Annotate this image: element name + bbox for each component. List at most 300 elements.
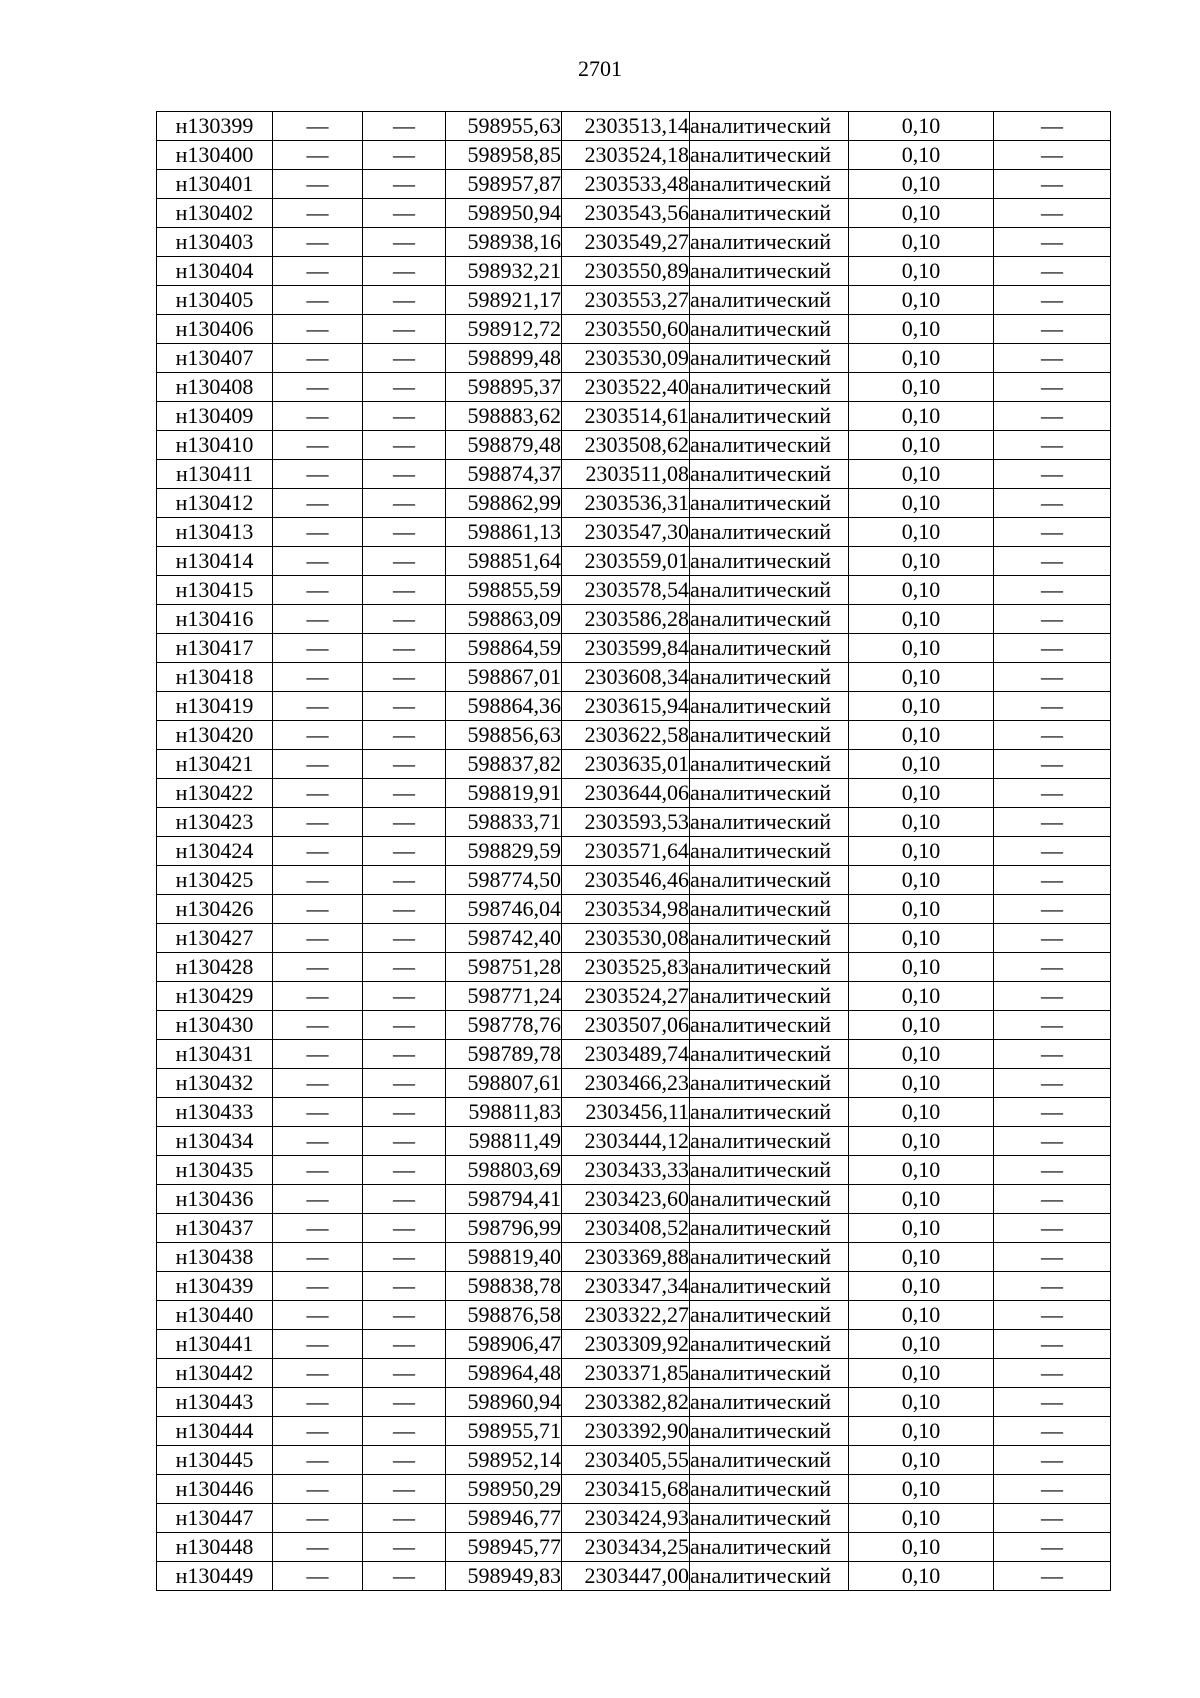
dash-cell: — [363,1272,446,1301]
y-coordinate-cell: 2303424,93 [562,1504,690,1533]
dash-cell: — [994,489,1111,518]
method-cell: аналитический [690,576,849,605]
dash-cell: — [994,1562,1111,1591]
y-coordinate-cell: 2303615,94 [562,692,690,721]
point-id-cell: н130436 [157,1185,273,1214]
point-id-cell: н130440 [157,1301,273,1330]
dash-cell: — [273,750,363,779]
table-row [157,1011,1111,1040]
dash-cell: — [994,982,1111,1011]
y-coordinate-cell: 2303578,54 [562,576,690,605]
y-coordinate-cell: 2303371,85 [562,1359,690,1388]
x-coordinate-cell: 598876,58 [446,1301,562,1330]
accuracy-cell: 0,10 [849,605,994,634]
accuracy-cell: 0,10 [849,1330,994,1359]
dash-cell: — [273,953,363,982]
y-coordinate-cell: 2303415,68 [562,1475,690,1504]
accuracy-cell: 0,10 [849,1272,994,1301]
method-cell: аналитический [690,1446,849,1475]
dash-cell: — [994,576,1111,605]
method-cell: аналитический [690,1272,849,1301]
x-coordinate-cell: 598921,17 [446,286,562,315]
point-id-cell: н130417 [157,634,273,663]
x-coordinate-cell: 598960,94 [446,1388,562,1417]
accuracy-cell: 0,10 [849,431,994,460]
method-cell: аналитический [690,257,849,286]
accuracy-cell: 0,10 [849,1417,994,1446]
dash-cell: — [994,1475,1111,1504]
accuracy-cell: 0,10 [849,692,994,721]
dash-cell: — [363,692,446,721]
method-cell: аналитический [690,199,849,228]
x-coordinate-cell: 598794,41 [446,1185,562,1214]
method-cell: аналитический [690,866,849,895]
x-coordinate-cell: 598946,77 [446,1504,562,1533]
x-coordinate-cell: 598912,72 [446,315,562,344]
y-coordinate-cell: 2303533,48 [562,170,690,199]
table-row [157,1359,1111,1388]
table-row [157,1127,1111,1156]
table-row [157,953,1111,982]
dash-cell: — [994,1127,1111,1156]
y-coordinate-cell: 2303522,40 [562,373,690,402]
dash-cell: — [273,344,363,373]
accuracy-cell: 0,10 [849,257,994,286]
accuracy-cell: 0,10 [849,953,994,982]
point-id-cell: н130433 [157,1098,273,1127]
dash-cell: — [363,518,446,547]
dash-cell: — [994,1446,1111,1475]
method-cell: аналитический [690,808,849,837]
point-id-cell: н130442 [157,1359,273,1388]
y-coordinate-cell: 2303444,12 [562,1127,690,1156]
method-cell: аналитический [690,779,849,808]
point-id-cell: н130447 [157,1504,273,1533]
point-id-cell: н130430 [157,1011,273,1040]
dash-cell: — [363,315,446,344]
x-coordinate-cell: 598803,69 [446,1156,562,1185]
dash-cell: — [273,373,363,402]
method-cell: аналитический [690,1475,849,1504]
accuracy-cell: 0,10 [849,1040,994,1069]
point-id-cell: н130411 [157,460,273,489]
dash-cell: — [273,1388,363,1417]
point-id-cell: н130413 [157,518,273,547]
x-coordinate-cell: 598950,29 [446,1475,562,1504]
accuracy-cell: 0,10 [849,1359,994,1388]
table-row [157,1533,1111,1562]
accuracy-cell: 0,10 [849,141,994,170]
dash-cell: — [273,634,363,663]
table-row [157,257,1111,286]
dash-cell: — [994,1185,1111,1214]
method-cell: аналитический [690,982,849,1011]
dash-cell: — [363,953,446,982]
x-coordinate-cell: 598807,61 [446,1069,562,1098]
dash-cell: — [994,1359,1111,1388]
x-coordinate-cell: 598957,87 [446,170,562,199]
dash-cell: — [363,1011,446,1040]
accuracy-cell: 0,10 [849,199,994,228]
dash-cell: — [994,1504,1111,1533]
method-cell: аналитический [690,1359,849,1388]
y-coordinate-cell: 2303530,08 [562,924,690,953]
dash-cell: — [363,257,446,286]
dash-cell: — [994,866,1111,895]
x-coordinate-cell: 598819,40 [446,1243,562,1272]
method-cell: аналитический [690,1388,849,1417]
table-row [157,1330,1111,1359]
x-coordinate-cell: 598855,59 [446,576,562,605]
dash-cell: — [363,779,446,808]
dash-cell: — [363,1156,446,1185]
table-row [157,489,1111,518]
dash-cell: — [273,228,363,257]
dash-cell: — [363,1243,446,1272]
dash-cell: — [363,460,446,489]
dash-cell: — [273,663,363,692]
x-coordinate-cell: 598819,91 [446,779,562,808]
y-coordinate-cell: 2303534,98 [562,895,690,924]
table-body [157,112,1111,1591]
accuracy-cell: 0,10 [849,1127,994,1156]
dash-cell: — [273,1156,363,1185]
method-cell: аналитический [690,1533,849,1562]
method-cell: аналитический [690,460,849,489]
dash-cell: — [273,808,363,837]
x-coordinate-cell: 598883,62 [446,402,562,431]
point-id-cell: н130410 [157,431,273,460]
dash-cell: — [994,199,1111,228]
point-id-cell: н130446 [157,1475,273,1504]
x-coordinate-cell: 598789,78 [446,1040,562,1069]
dash-cell: — [363,1185,446,1214]
x-coordinate-cell: 598742,40 [446,924,562,953]
table-row [157,315,1111,344]
dash-cell: — [994,1098,1111,1127]
dash-cell: — [363,1098,446,1127]
method-cell: аналитический [690,1040,849,1069]
point-id-cell: н130428 [157,953,273,982]
accuracy-cell: 0,10 [849,982,994,1011]
dash-cell: — [363,1359,446,1388]
dash-cell: — [994,286,1111,315]
table-row [157,634,1111,663]
dash-cell: — [273,1214,363,1243]
table-row [157,402,1111,431]
dash-cell: — [363,286,446,315]
accuracy-cell: 0,10 [849,837,994,866]
accuracy-cell: 0,10 [849,373,994,402]
x-coordinate-cell: 598862,99 [446,489,562,518]
table-row [157,808,1111,837]
dash-cell: — [994,750,1111,779]
method-cell: аналитический [690,1098,849,1127]
point-id-cell: н130414 [157,547,273,576]
x-coordinate-cell: 598955,71 [446,1417,562,1446]
point-id-cell: н130438 [157,1243,273,1272]
dash-cell: — [994,895,1111,924]
y-coordinate-cell: 2303507,06 [562,1011,690,1040]
table-row [157,692,1111,721]
dash-cell: — [994,1040,1111,1069]
dash-cell: — [363,1069,446,1098]
point-id-cell: н130441 [157,1330,273,1359]
dash-cell: — [363,1040,446,1069]
x-coordinate-cell: 598837,82 [446,750,562,779]
accuracy-cell: 0,10 [849,1446,994,1475]
y-coordinate-cell: 2303525,83 [562,953,690,982]
x-coordinate-cell: 598874,37 [446,460,562,489]
x-coordinate-cell: 598949,83 [446,1562,562,1591]
dash-cell: — [273,170,363,199]
dash-cell: — [363,837,446,866]
dash-cell: — [363,1214,446,1243]
dash-cell: — [363,344,446,373]
point-id-cell: н130418 [157,663,273,692]
method-cell: аналитический [690,924,849,953]
y-coordinate-cell: 2303382,82 [562,1388,690,1417]
dash-cell: — [994,170,1111,199]
accuracy-cell: 0,10 [849,1011,994,1040]
y-coordinate-cell: 2303347,34 [562,1272,690,1301]
dash-cell: — [363,199,446,228]
point-id-cell: н130423 [157,808,273,837]
x-coordinate-cell: 598932,21 [446,257,562,286]
table-row [157,1098,1111,1127]
method-cell: аналитический [690,170,849,199]
point-id-cell: н130409 [157,402,273,431]
x-coordinate-cell: 598958,85 [446,141,562,170]
coordinates-table [156,111,1111,1591]
method-cell: аналитический [690,692,849,721]
accuracy-cell: 0,10 [849,489,994,518]
y-coordinate-cell: 2303392,90 [562,1417,690,1446]
point-id-cell: н130431 [157,1040,273,1069]
dash-cell: — [994,1243,1111,1272]
point-id-cell: н130421 [157,750,273,779]
table-row [157,721,1111,750]
x-coordinate-cell: 598964,48 [446,1359,562,1388]
accuracy-cell: 0,10 [849,721,994,750]
y-coordinate-cell: 2303447,00 [562,1562,690,1591]
dash-cell: — [273,286,363,315]
x-coordinate-cell: 598811,49 [446,1127,562,1156]
accuracy-cell: 0,10 [849,170,994,199]
dash-cell: — [994,837,1111,866]
dash-cell: — [273,1272,363,1301]
point-id-cell: н130443 [157,1388,273,1417]
dash-cell: — [273,576,363,605]
y-coordinate-cell: 2303635,01 [562,750,690,779]
y-coordinate-cell: 2303433,33 [562,1156,690,1185]
dash-cell: — [363,576,446,605]
accuracy-cell: 0,10 [849,808,994,837]
y-coordinate-cell: 2303550,89 [562,257,690,286]
dash-cell: — [994,1301,1111,1330]
x-coordinate-cell: 598771,24 [446,982,562,1011]
table-row [157,750,1111,779]
dash-cell: — [273,692,363,721]
table-row [157,518,1111,547]
dash-cell: — [363,547,446,576]
x-coordinate-cell: 598950,94 [446,199,562,228]
method-cell: аналитический [690,489,849,518]
method-cell: аналитический [690,1127,849,1156]
y-coordinate-cell: 2303622,58 [562,721,690,750]
table-row [157,112,1111,141]
table-row [157,1301,1111,1330]
accuracy-cell: 0,10 [849,576,994,605]
dash-cell: — [273,1185,363,1214]
method-cell: аналитический [690,373,849,402]
accuracy-cell: 0,10 [849,460,994,489]
point-id-cell: н130422 [157,779,273,808]
method-cell: аналитический [690,402,849,431]
table-row [157,1272,1111,1301]
x-coordinate-cell: 598864,59 [446,634,562,663]
point-id-cell: н130437 [157,1214,273,1243]
method-cell: аналитический [690,1301,849,1330]
method-cell: аналитический [690,895,849,924]
y-coordinate-cell: 2303549,27 [562,228,690,257]
dash-cell: — [273,1069,363,1098]
dash-cell: — [273,1098,363,1127]
dash-cell: — [273,982,363,1011]
method-cell: аналитический [690,141,849,170]
x-coordinate-cell: 598945,77 [446,1533,562,1562]
dash-cell: — [994,431,1111,460]
table-row [157,373,1111,402]
accuracy-cell: 0,10 [849,112,994,141]
x-coordinate-cell: 598879,48 [446,431,562,460]
dash-cell: — [363,1388,446,1417]
point-id-cell: н130429 [157,982,273,1011]
dash-cell: — [273,721,363,750]
dash-cell: — [363,1533,446,1562]
table-row [157,286,1111,315]
x-coordinate-cell: 598938,16 [446,228,562,257]
table-row [157,1504,1111,1533]
dash-cell: — [994,518,1111,547]
dash-cell: — [363,924,446,953]
dash-cell: — [273,431,363,460]
y-coordinate-cell: 2303559,01 [562,547,690,576]
dash-cell: — [363,1127,446,1156]
table-row [157,141,1111,170]
x-coordinate-cell: 598838,78 [446,1272,562,1301]
dash-cell: — [273,1446,363,1475]
accuracy-cell: 0,10 [849,547,994,576]
point-id-cell: н130424 [157,837,273,866]
table-row [157,1417,1111,1446]
method-cell: аналитический [690,1069,849,1098]
point-id-cell: н130427 [157,924,273,953]
point-id-cell: н130425 [157,866,273,895]
table-row [157,576,1111,605]
dash-cell: — [994,663,1111,692]
x-coordinate-cell: 598863,09 [446,605,562,634]
y-coordinate-cell: 2303369,88 [562,1243,690,1272]
dash-cell: — [363,170,446,199]
dash-cell: — [363,1562,446,1591]
y-coordinate-cell: 2303593,53 [562,808,690,837]
point-id-cell: н130434 [157,1127,273,1156]
table-row [157,460,1111,489]
table-row [157,837,1111,866]
y-coordinate-cell: 2303405,55 [562,1446,690,1475]
y-coordinate-cell: 2303524,18 [562,141,690,170]
dash-cell: — [363,1330,446,1359]
x-coordinate-cell: 598955,63 [446,112,562,141]
y-coordinate-cell: 2303608,34 [562,663,690,692]
method-cell: аналитический [690,112,849,141]
dash-cell: — [273,1040,363,1069]
x-coordinate-cell: 598851,64 [446,547,562,576]
accuracy-cell: 0,10 [849,1475,994,1504]
dash-cell: — [363,750,446,779]
y-coordinate-cell: 2303466,23 [562,1069,690,1098]
method-cell: аналитический [690,634,849,663]
dash-cell: — [273,779,363,808]
dash-cell: — [994,634,1111,663]
method-cell: аналитический [690,547,849,576]
dash-cell: — [363,141,446,170]
dash-cell: — [273,1359,363,1388]
point-id-cell: н130419 [157,692,273,721]
method-cell: аналитический [690,953,849,982]
y-coordinate-cell: 2303456,11 [562,1098,690,1127]
accuracy-cell: 0,10 [849,402,994,431]
accuracy-cell: 0,10 [849,750,994,779]
y-coordinate-cell: 2303489,74 [562,1040,690,1069]
x-coordinate-cell: 598796,99 [446,1214,562,1243]
x-coordinate-cell: 598751,28 [446,953,562,982]
dash-cell: — [994,808,1111,837]
dash-cell: — [273,518,363,547]
table-row [157,663,1111,692]
y-coordinate-cell: 2303546,46 [562,866,690,895]
point-id-cell: н130400 [157,141,273,170]
point-id-cell: н130412 [157,489,273,518]
dash-cell: — [273,837,363,866]
point-id-cell: н130399 [157,112,273,141]
accuracy-cell: 0,10 [849,924,994,953]
table-row [157,1243,1111,1272]
dash-cell: — [273,112,363,141]
x-coordinate-cell: 598856,63 [446,721,562,750]
dash-cell: — [363,228,446,257]
dash-cell: — [363,1475,446,1504]
accuracy-cell: 0,10 [849,1301,994,1330]
dash-cell: — [273,141,363,170]
y-coordinate-cell: 2303536,31 [562,489,690,518]
dash-cell: — [994,1388,1111,1417]
table-row [157,1156,1111,1185]
accuracy-cell: 0,10 [849,1562,994,1591]
point-id-cell: н130403 [157,228,273,257]
accuracy-cell: 0,10 [849,1214,994,1243]
dash-cell: — [273,257,363,286]
point-id-cell: н130444 [157,1417,273,1446]
y-coordinate-cell: 2303644,06 [562,779,690,808]
x-coordinate-cell: 598746,04 [446,895,562,924]
dash-cell: — [994,953,1111,982]
dash-cell: — [363,402,446,431]
table-row [157,1562,1111,1591]
dash-cell: — [363,721,446,750]
x-coordinate-cell: 598833,71 [446,808,562,837]
